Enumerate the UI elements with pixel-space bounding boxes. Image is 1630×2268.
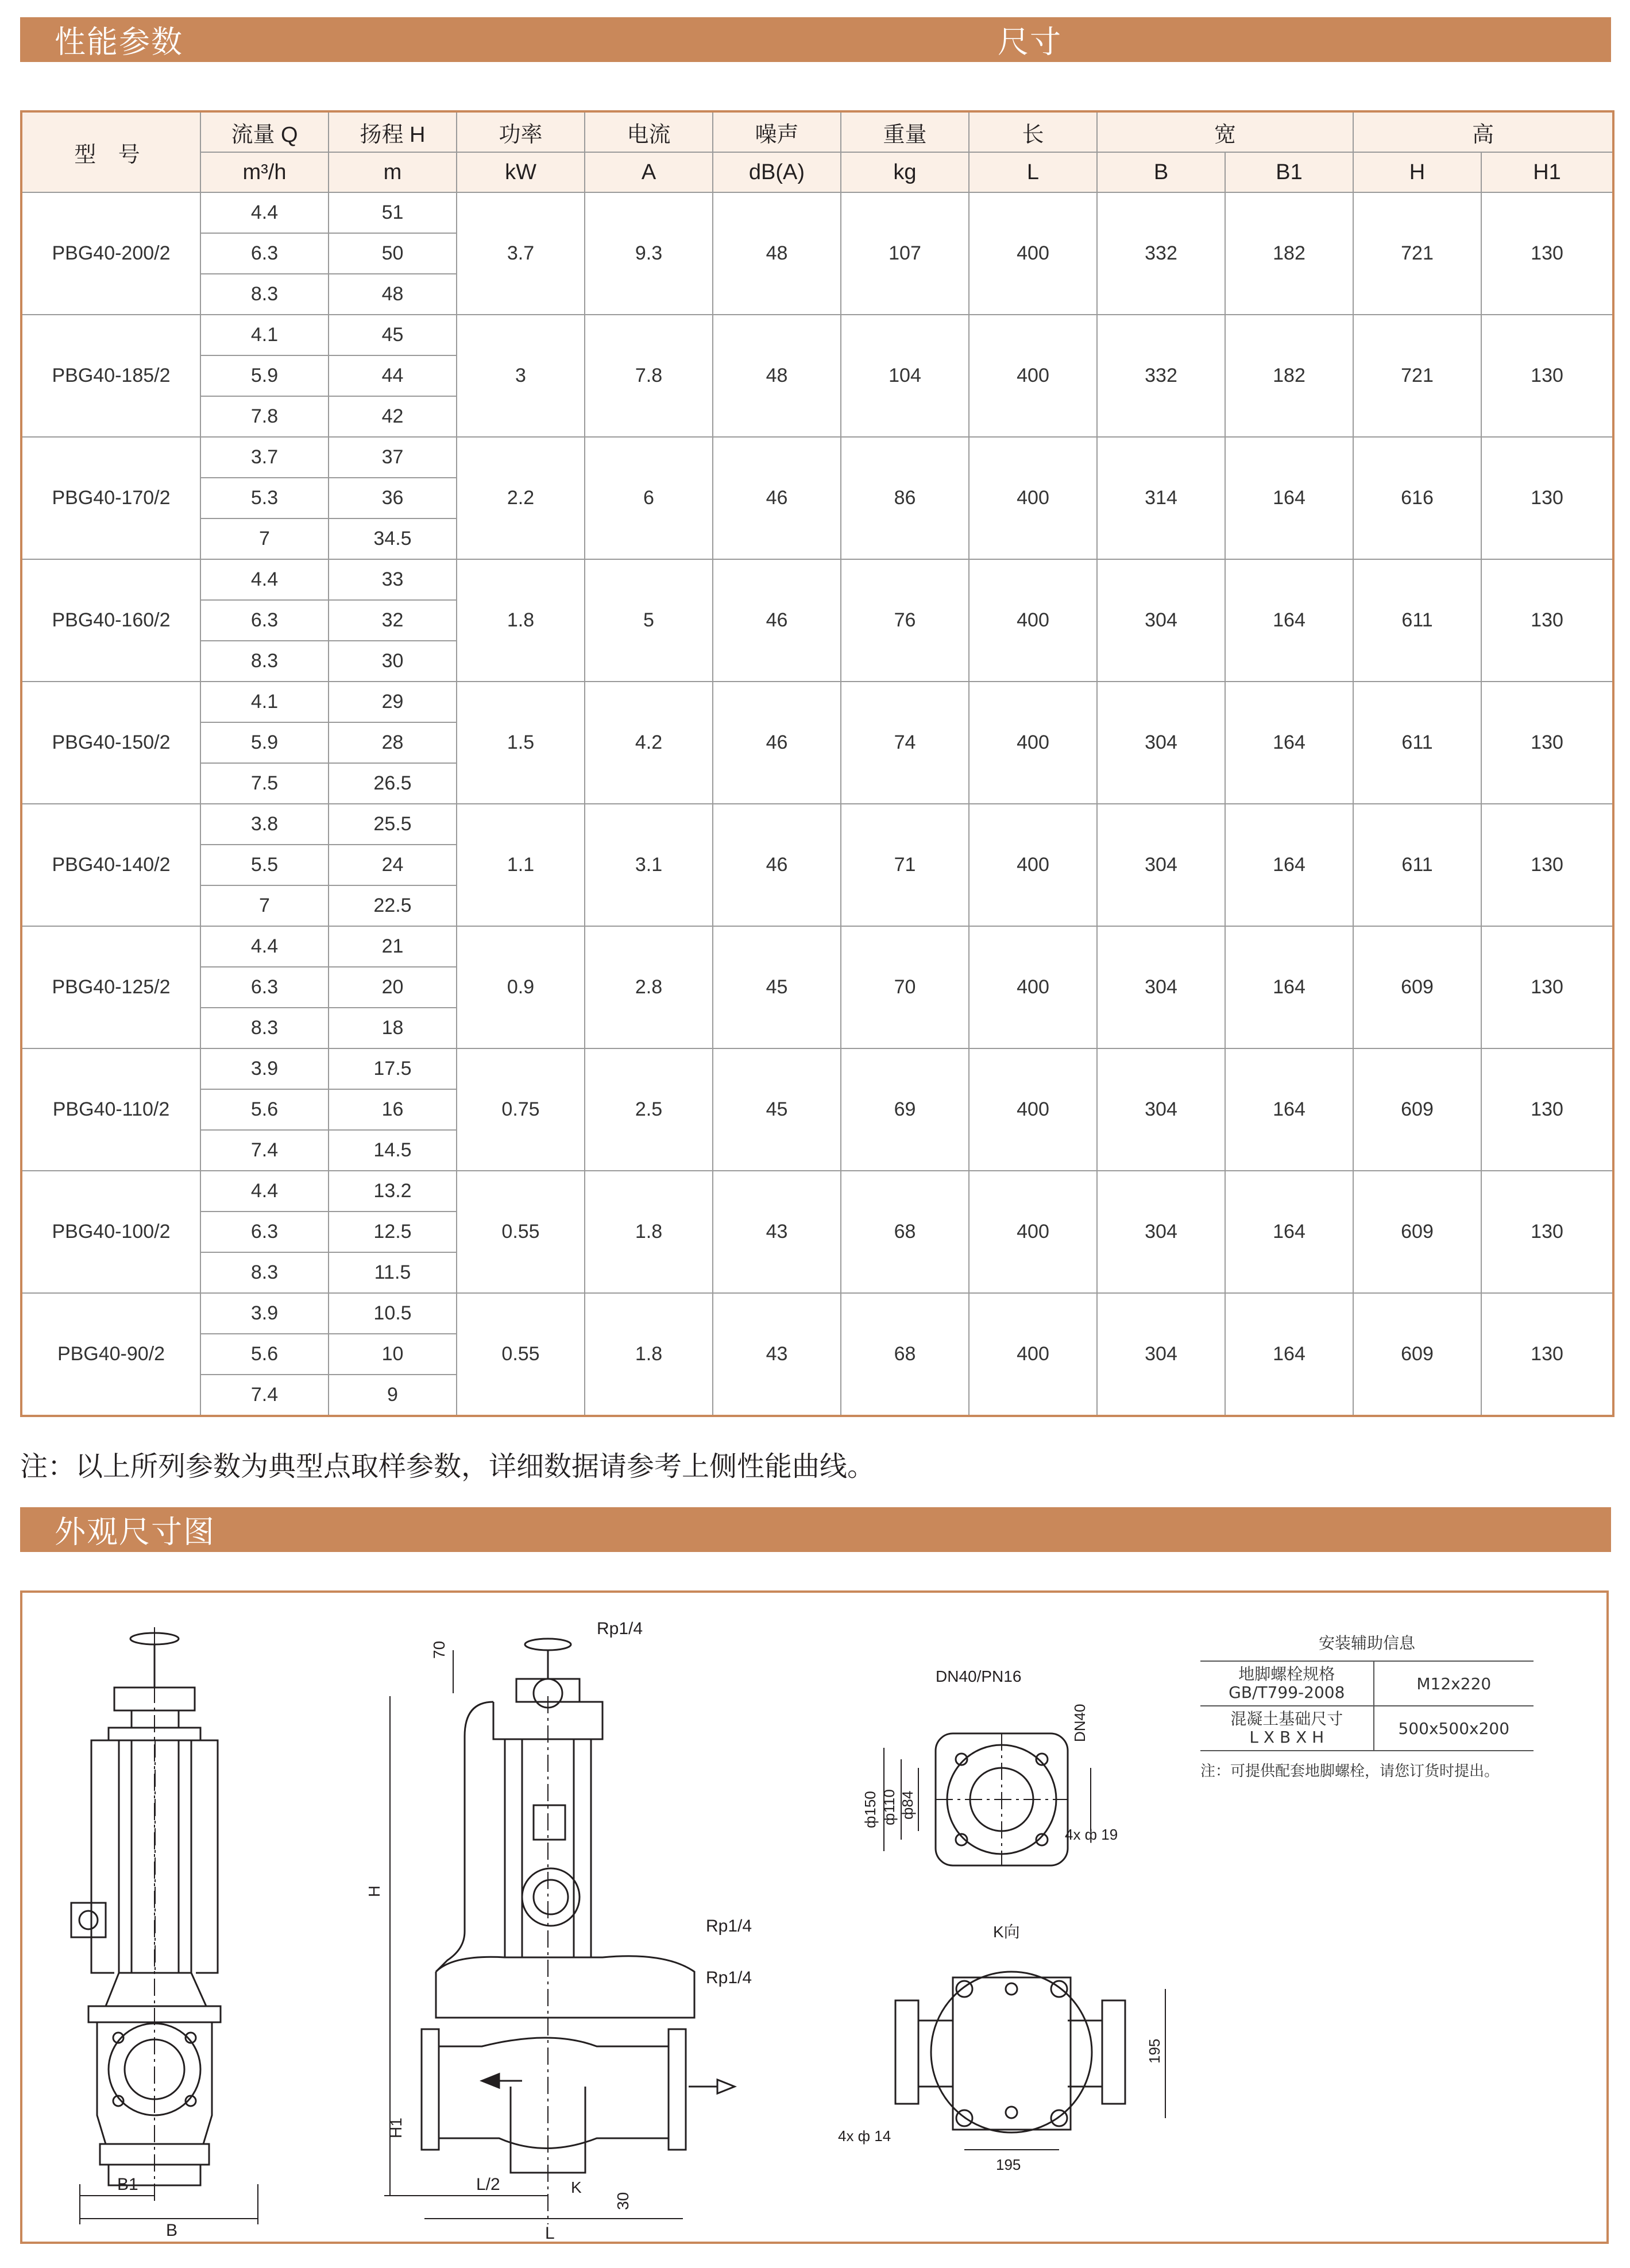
label-dim-L2: L/2	[476, 2175, 500, 2194]
base-label-line1: 混凝土基础尺寸	[1230, 1709, 1343, 1728]
cell-B: 304	[1097, 1048, 1225, 1171]
cell-B: 304	[1097, 559, 1225, 682]
cell-head: 26.5	[329, 763, 457, 804]
cell-H: 609	[1353, 1171, 1481, 1293]
spec-table-body	[21, 192, 1613, 1416]
cell-noise: 46	[713, 682, 841, 804]
cell-noise: 46	[713, 437, 841, 559]
cell-B1: 182	[1225, 192, 1353, 315]
cell-head: 21	[329, 926, 457, 967]
cell-head: 30	[329, 641, 457, 682]
base-label-line2: L X B X H	[1249, 1728, 1324, 1747]
cell-power: 3	[457, 315, 585, 437]
cell-noise: 46	[713, 804, 841, 926]
cell-H1: 130	[1481, 1048, 1613, 1171]
cell-head: 42	[329, 396, 457, 437]
cell-L: 400	[969, 682, 1097, 804]
cell-noise: 45	[713, 1048, 841, 1171]
cell-flow: 4.4	[200, 192, 329, 233]
cell-flow: 5.9	[200, 722, 329, 763]
cell-flow: 4.4	[200, 559, 329, 600]
cell-L: 400	[969, 437, 1097, 559]
cell-head: 13.2	[329, 1171, 457, 1212]
install-table	[1200, 1661, 1534, 1751]
cell-L: 400	[969, 1293, 1097, 1416]
cell-flow: 6.3	[200, 1212, 329, 1252]
bolt-label-line2: GB/T799-2008	[1229, 1683, 1345, 1702]
cell-head: 25.5	[329, 804, 457, 845]
install-row-bolt	[1200, 1661, 1534, 1706]
table-row	[21, 437, 1613, 478]
cell-head: 10.5	[329, 1293, 457, 1334]
label-rp1-mid: Rp1/4	[706, 1917, 752, 1936]
cell-H1: 130	[1481, 804, 1613, 926]
cell-H1: 130	[1481, 1171, 1613, 1293]
label-dim-B: B	[166, 2221, 178, 2240]
cell-H: 611	[1353, 559, 1481, 682]
cell-L: 400	[969, 315, 1097, 437]
cell-flow: 3.9	[200, 1048, 329, 1089]
cell-H1: 130	[1481, 559, 1613, 682]
cell-flow: 7.8	[200, 396, 329, 437]
cell-head: 34.5	[329, 518, 457, 559]
cell-H1: 130	[1481, 192, 1613, 315]
cell-flow: 7.4	[200, 1130, 329, 1171]
cell-power: 0.9	[457, 926, 585, 1048]
cell-noise: 48	[713, 315, 841, 437]
cell-B1: 164	[1225, 437, 1353, 559]
spec-table	[20, 110, 1614, 1417]
unit-H: H	[1353, 152, 1481, 192]
cell-noise: 43	[713, 1171, 841, 1293]
table-row	[21, 1171, 1613, 1212]
cell-head: 17.5	[329, 1048, 457, 1089]
cell-flow: 6.3	[200, 233, 329, 274]
cell-B: 314	[1097, 437, 1225, 559]
cell-head: 12.5	[329, 1212, 457, 1252]
cell-flow: 8.3	[200, 1008, 329, 1048]
cell-head: 29	[329, 682, 457, 722]
table-row	[21, 926, 1613, 967]
cell-B: 332	[1097, 315, 1225, 437]
label-dn40: DN40	[1071, 1704, 1088, 1742]
unit-L: L	[969, 152, 1097, 192]
cell-head: 36	[329, 478, 457, 518]
unit-noise: dB(A)	[713, 152, 841, 192]
install-base-label	[1200, 1706, 1374, 1751]
cell-H1: 130	[1481, 437, 1613, 559]
cell-head: 33	[329, 559, 457, 600]
cell-L: 400	[969, 1171, 1097, 1293]
table-row	[21, 1293, 1613, 1334]
cell-head: 14.5	[329, 1130, 457, 1171]
cell-flow: 4.4	[200, 926, 329, 967]
cell-flow: 7.4	[200, 1375, 329, 1416]
cell-flow: 4.1	[200, 315, 329, 355]
cell-head: 24	[329, 845, 457, 885]
table-row	[21, 559, 1613, 600]
cell-model: PBG40-200/2	[21, 192, 200, 315]
cell-head: 22.5	[329, 885, 457, 926]
cell-H: 609	[1353, 926, 1481, 1048]
cell-current: 1.8	[585, 1171, 713, 1293]
cell-flow: 5.3	[200, 478, 329, 518]
label-phi150: ф150	[862, 1791, 879, 1828]
cell-H1: 130	[1481, 926, 1613, 1048]
cell-B1: 164	[1225, 1171, 1353, 1293]
cell-flow: 6.3	[200, 967, 329, 1008]
label-dim-H1: H1	[387, 2118, 405, 2138]
cell-H1: 130	[1481, 682, 1613, 804]
cell-flow: 5.5	[200, 845, 329, 885]
cell-noise: 46	[713, 559, 841, 682]
unit-current: A	[585, 152, 713, 192]
cell-weight: 76	[841, 559, 969, 682]
cell-L: 400	[969, 559, 1097, 682]
label-dim-195-vertical: 195	[1146, 2038, 1163, 2064]
label-rp1-top: Rp1/4	[597, 1619, 643, 1638]
cell-weight: 86	[841, 437, 969, 559]
cell-flow: 7	[200, 885, 329, 926]
label-dim-70: 70	[430, 1640, 448, 1659]
cell-current: 1.8	[585, 1293, 713, 1416]
cell-B: 304	[1097, 1171, 1225, 1293]
pump-front-view	[71, 1627, 258, 2224]
cell-noise: 43	[713, 1293, 841, 1416]
cell-flow: 7.5	[200, 763, 329, 804]
cell-current: 9.3	[585, 192, 713, 315]
cell-head: 9	[329, 1375, 457, 1416]
cell-flow: 8.3	[200, 1252, 329, 1293]
cell-head: 16	[329, 1089, 457, 1130]
table-row	[21, 192, 1613, 233]
cell-H1: 130	[1481, 315, 1613, 437]
cell-flow: 7	[200, 518, 329, 559]
header-noise: 噪声	[713, 111, 841, 152]
cell-B: 332	[1097, 192, 1225, 315]
cell-head: 51	[329, 192, 457, 233]
cell-H: 721	[1353, 192, 1481, 315]
install-bolt-value: M12x220	[1374, 1661, 1534, 1706]
cell-head: 32	[329, 600, 457, 641]
cell-L: 400	[969, 804, 1097, 926]
performance-banner	[20, 17, 1611, 62]
header-flow: 流量 Q	[200, 111, 329, 152]
cell-power: 1.8	[457, 559, 585, 682]
install-info	[1200, 1631, 1534, 1781]
cell-B: 304	[1097, 804, 1225, 926]
cell-H: 616	[1353, 437, 1481, 559]
cell-current: 4.2	[585, 682, 713, 804]
cell-flow: 4.1	[200, 682, 329, 722]
cell-current: 2.5	[585, 1048, 713, 1171]
label-dim-H: H	[365, 1885, 383, 1897]
label-phi84: ф84	[899, 1790, 916, 1820]
unit-power: kW	[457, 152, 585, 192]
cell-flow: 5.9	[200, 355, 329, 396]
dimensions-title: 尺寸	[998, 24, 1062, 60]
cell-H: 721	[1353, 315, 1481, 437]
cell-power: 3.7	[457, 192, 585, 315]
cell-B1: 164	[1225, 804, 1353, 926]
cell-model: PBG40-140/2	[21, 804, 200, 926]
cell-H: 611	[1353, 804, 1481, 926]
header-model: 型 号	[21, 111, 200, 192]
cell-H: 611	[1353, 682, 1481, 804]
cell-weight: 107	[841, 192, 969, 315]
install-row-base	[1200, 1706, 1534, 1751]
unit-B1: B1	[1225, 152, 1353, 192]
cell-head: 10	[329, 1334, 457, 1375]
table-row	[21, 804, 1613, 845]
cell-power: 1.1	[457, 804, 585, 926]
cell-weight: 68	[841, 1171, 969, 1293]
cell-head: 28	[329, 722, 457, 763]
cell-B1: 164	[1225, 926, 1353, 1048]
header-weight: 重量	[841, 111, 969, 152]
header-power: 功率	[457, 111, 585, 152]
label-dim-B1: B1	[117, 2175, 138, 2194]
cell-B1: 164	[1225, 559, 1353, 682]
cell-flow: 4.4	[200, 1171, 329, 1212]
cell-model: PBG40-170/2	[21, 437, 200, 559]
cell-H: 609	[1353, 1293, 1481, 1416]
cell-head: 48	[329, 274, 457, 315]
cell-weight: 74	[841, 682, 969, 804]
cell-model: PBG40-160/2	[21, 559, 200, 682]
cell-head: 20	[329, 967, 457, 1008]
cell-B: 304	[1097, 926, 1225, 1048]
cell-model: PBG40-150/2	[21, 682, 200, 804]
cell-flow: 8.3	[200, 274, 329, 315]
unit-flow: m³/h	[200, 152, 329, 192]
header-height: 高	[1353, 111, 1613, 152]
header-head: 扬程 H	[329, 111, 457, 152]
cell-head: 44	[329, 355, 457, 396]
cell-H1: 130	[1481, 1293, 1613, 1416]
cell-flow: 8.3	[200, 641, 329, 682]
cell-flow: 6.3	[200, 600, 329, 641]
pump-side-view	[384, 1639, 735, 2224]
cell-flow: 3.8	[200, 804, 329, 845]
cell-flow: 3.9	[200, 1293, 329, 1334]
label-flange-std: DN40/PN16	[936, 1667, 1022, 1685]
cell-model: PBG40-100/2	[21, 1171, 200, 1293]
cell-flow: 5.6	[200, 1089, 329, 1130]
cell-weight: 69	[841, 1048, 969, 1171]
header-current: 电流	[585, 111, 713, 152]
cell-H: 609	[1353, 1048, 1481, 1171]
cell-L: 400	[969, 926, 1097, 1048]
cell-model: PBG40-90/2	[21, 1293, 200, 1416]
table-row	[21, 1048, 1613, 1089]
cell-head: 45	[329, 315, 457, 355]
cell-weight: 70	[841, 926, 969, 1048]
cell-B: 304	[1097, 682, 1225, 804]
cell-flow: 5.6	[200, 1334, 329, 1375]
cell-power: 1.5	[457, 682, 585, 804]
cell-noise: 48	[713, 192, 841, 315]
install-base-value: 500x500x200	[1374, 1706, 1534, 1751]
cell-B1: 164	[1225, 1293, 1353, 1416]
cell-model: PBG40-110/2	[21, 1048, 200, 1171]
cell-power: 0.75	[457, 1048, 585, 1171]
outline-title: 外观尺寸图	[55, 1514, 215, 1550]
cell-power: 0.55	[457, 1293, 585, 1416]
install-footnote: 注：可提供配套地脚螺栓，请您订货时提出。	[1200, 1763, 1500, 1780]
table-note: 注：以上所列参数为典型点取样参数，详细数据请参考上侧性能曲线。	[20, 1450, 875, 1483]
cell-B: 304	[1097, 1293, 1225, 1416]
cell-B1: 182	[1225, 315, 1353, 437]
label-rp1-low: Rp1/4	[706, 1968, 752, 1987]
cell-model: PBG40-125/2	[21, 926, 200, 1048]
install-bolt-label	[1200, 1661, 1374, 1706]
cell-L: 400	[969, 192, 1097, 315]
cell-weight: 71	[841, 804, 969, 926]
cell-B1: 164	[1225, 1048, 1353, 1171]
cell-current: 5	[585, 559, 713, 682]
cell-head: 11.5	[329, 1252, 457, 1293]
unit-B: B	[1097, 152, 1225, 192]
unit-head: m	[329, 152, 457, 192]
cell-current: 3.1	[585, 804, 713, 926]
cell-model: PBG40-185/2	[21, 315, 200, 437]
label-dim-30: 30	[614, 2192, 632, 2210]
header-row	[21, 111, 1613, 152]
cell-weight: 104	[841, 315, 969, 437]
header-length: 长	[969, 111, 1097, 152]
outline-banner	[20, 1507, 1611, 1552]
cell-head: 37	[329, 437, 457, 478]
performance-title: 性能参数	[55, 24, 183, 60]
k-view	[895, 1972, 1165, 2150]
label-phi110: ф110	[880, 1789, 898, 1825]
label-holes-19: 4x ф 19	[1065, 1826, 1118, 1843]
table-row	[21, 682, 1613, 722]
cell-current: 7.8	[585, 315, 713, 437]
cell-L: 400	[969, 1048, 1097, 1171]
label-dim-L: L	[545, 2224, 555, 2243]
label-dim-195-horizontal: 195	[996, 2156, 1021, 2173]
unit-H1: H1	[1481, 152, 1613, 192]
cell-weight: 68	[841, 1293, 969, 1416]
cell-head: 50	[329, 233, 457, 274]
table-row	[21, 315, 1613, 355]
bolt-label-line1: 地脚螺栓规格	[1238, 1665, 1335, 1683]
cell-power: 0.55	[457, 1171, 585, 1293]
install-title: 安装辅助信息	[1318, 1634, 1415, 1652]
cell-noise: 45	[713, 926, 841, 1048]
label-holes-14: 4x ф 14	[838, 2127, 891, 2145]
label-k-view: K向	[993, 1923, 1020, 1941]
header-width: 宽	[1097, 111, 1353, 152]
label-dim-K: K	[571, 2178, 582, 2196]
cell-current: 2.8	[585, 926, 713, 1048]
cell-B1: 164	[1225, 682, 1353, 804]
cell-flow: 3.7	[200, 437, 329, 478]
cell-head: 18	[329, 1008, 457, 1048]
unit-row	[21, 152, 1613, 192]
unit-weight: kg	[841, 152, 969, 192]
cell-power: 2.2	[457, 437, 585, 559]
cell-current: 6	[585, 437, 713, 559]
